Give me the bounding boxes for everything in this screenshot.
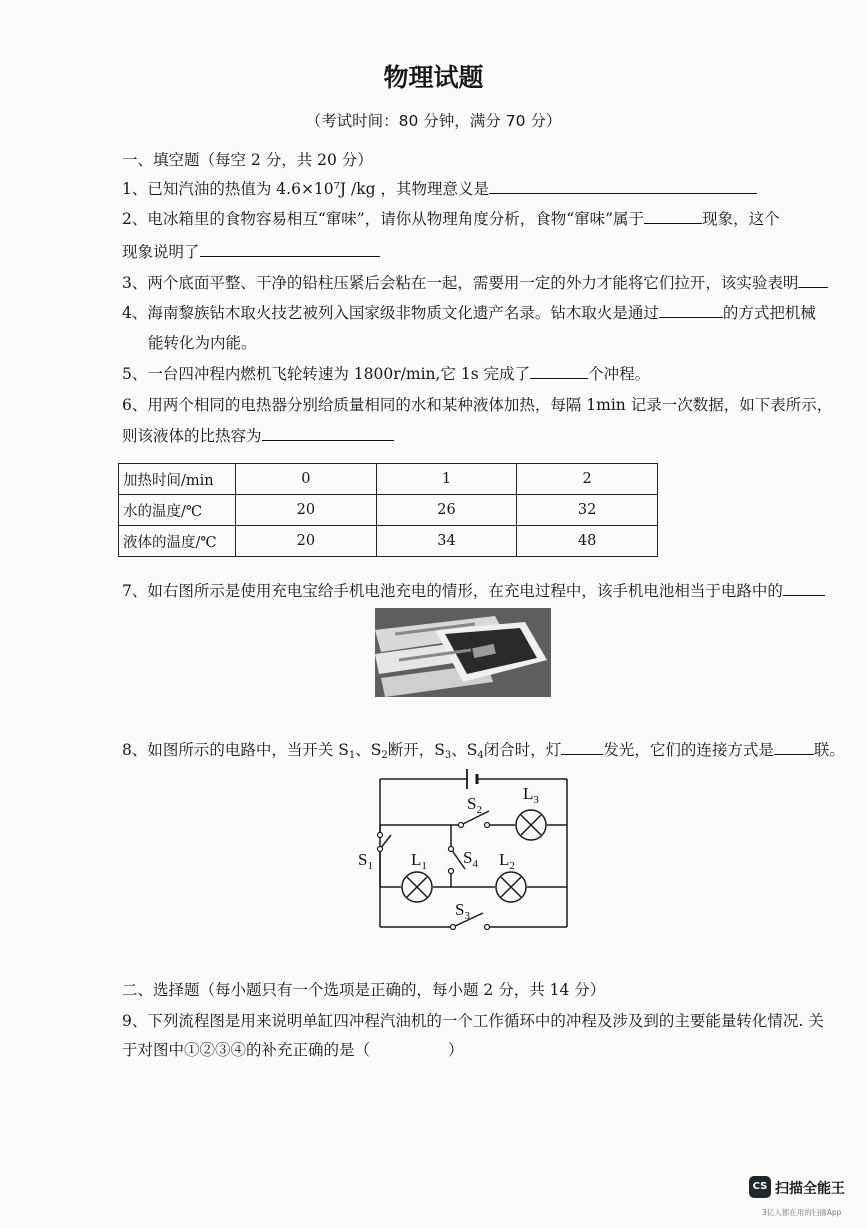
- switch-s3-label: S: [455, 900, 465, 919]
- question-4-text-end: 的方式把机械: [722, 304, 816, 322]
- table-cell: 水的温度/℃: [119, 495, 236, 526]
- question-8-text: 、S: [355, 741, 382, 759]
- table-cell: 0: [236, 464, 377, 495]
- section-2-heading: 二、选择题（每小题只有一个选项是正确的，每小题 2 分，共 14 分）: [122, 981, 606, 999]
- question-5: [122, 362, 650, 384]
- switch-s2-label: S: [467, 794, 477, 813]
- answer-blank: [200, 255, 380, 257]
- answer-blank: [783, 594, 825, 596]
- switch-s2-subscript: 2: [476, 804, 482, 816]
- svg-text:S4: [463, 848, 478, 870]
- question-9-line-2: [122, 1038, 464, 1060]
- phone-charging-photo: [375, 608, 551, 697]
- svg-text:S3: [455, 900, 470, 922]
- section-1-heading: 一、填空题（每空 2 分，共 20 分）: [122, 151, 373, 169]
- question-1-text: 1、已知汽油的热值为 4.6×10⁷J /kg ，其物理意义是: [122, 180, 489, 198]
- scanner-logo-icon: CS: [749, 1176, 771, 1198]
- question-3-text: 3、两个底面平整、干净的铅柱压紧后会粘在一起，需要用一定的外力才能将它们拉开，该实验表明: [122, 274, 799, 292]
- data-table: [118, 463, 658, 557]
- lamp-l3-label: L: [523, 784, 534, 803]
- subscript: 4: [477, 750, 484, 761]
- question-4-line-2: 能转化为内能。: [148, 334, 257, 352]
- question-8-text: 断开，S: [387, 741, 445, 759]
- switch-s4-label: S: [463, 848, 473, 867]
- table-row: [119, 526, 658, 557]
- question-9-text-end: ）: [448, 1041, 464, 1059]
- circuit-diagram: [355, 763, 585, 943]
- subscript: 3: [444, 750, 452, 761]
- question-2: [122, 207, 780, 229]
- question-7-text: 7、如右图所示是使用充电宝给手机电池充电的情形，在充电过程中，该手机电池相当于电路中的: [122, 582, 783, 600]
- table-cell: 48: [517, 526, 658, 557]
- question-8-text: 发光，它们的连接方式是: [603, 741, 774, 759]
- question-6-line-2: [122, 424, 394, 446]
- question-8-text: 联。: [813, 741, 845, 759]
- question-5-text: 5、一台四冲程内燃机飞轮转速为 1800r/min,它 1s 完成了: [122, 365, 531, 383]
- svg-text:L2: [499, 850, 515, 872]
- answer-blank: [262, 439, 394, 441]
- answer-blank: [530, 377, 588, 379]
- question-8-text: 、S: [451, 741, 478, 759]
- table-cell: 20: [236, 526, 377, 557]
- question-9-text-2: 于对图中①②③④的补充正确的是（: [122, 1041, 371, 1059]
- table-cell: 2: [517, 464, 658, 495]
- lamp-l2-label: L: [499, 850, 510, 869]
- question-7: [122, 579, 825, 601]
- switch-s4-subscript: 4: [472, 858, 478, 870]
- question-1: [122, 177, 757, 199]
- question-6: 6、用两个相同的电热器分别给质量相同的水和某种液体加热，每隔 1min 记录一次数据，如下表所示，: [122, 396, 833, 414]
- lamp-l1-subscript: 1: [421, 860, 427, 872]
- table-cell: 1: [376, 464, 517, 495]
- answer-blank: [798, 286, 828, 288]
- question-4: [122, 301, 816, 323]
- table-cell: 20: [236, 495, 377, 526]
- question-2-text-2: 现象说明了: [122, 243, 200, 261]
- question-4-text: 4、海南黎族钻木取火技艺被列入国家级非物质文化遗产名录。钻木取火是通过: [122, 304, 659, 322]
- scanner-tagline: 3亿人都在用的扫描App: [762, 1208, 842, 1217]
- answer-blank: [659, 316, 723, 318]
- scanner-brand: 扫描全能王: [775, 1181, 845, 1197]
- table-cell: 32: [517, 495, 658, 526]
- question-8-text: 闭合时，灯: [483, 741, 562, 759]
- question-5-text-end: 个冲程。: [588, 365, 651, 383]
- question-2-text: 2、电冰箱里的食物容易相互“窜味”，请你从物理角度分析，食物“窜味”属于: [122, 210, 645, 228]
- question-2-text-end: 现象，这个: [702, 210, 780, 228]
- svg-text:S2: [467, 794, 482, 816]
- table-cell: 34: [376, 526, 517, 557]
- table-cell: 26: [376, 495, 517, 526]
- question-2-line-2: [122, 240, 380, 262]
- svg-text:L1: [411, 850, 427, 872]
- question-6-text-2: 则该液体的比热容为: [122, 427, 262, 445]
- question-9: 9、下列流程图是用来说明单缸四冲程汽油机的一个工作循环中的冲程及涉及到的主要能量转化情况. 关: [122, 1012, 824, 1030]
- switch-s1-subscript: 1: [367, 860, 373, 872]
- answer-blank: [489, 192, 757, 194]
- svg-text:L3: [523, 784, 539, 806]
- table-cell: 加热时间/min: [119, 464, 236, 495]
- switch-s3-subscript: 3: [464, 910, 470, 922]
- question-3: [122, 271, 828, 293]
- answer-blank: [561, 753, 603, 755]
- question-8: [122, 738, 845, 761]
- answer-blank: [774, 753, 814, 755]
- subscript: 2: [381, 750, 388, 761]
- switch-s1-label: S: [358, 850, 368, 869]
- table-cell: 液体的温度/℃: [119, 526, 236, 557]
- page-title: 物理试题: [383, 63, 484, 92]
- subscript: 1: [348, 750, 356, 761]
- table-row: [119, 495, 658, 526]
- lamp-l3-subscript: 3: [533, 794, 539, 806]
- lamp-l1-label: L: [411, 850, 422, 869]
- answer-blank: [644, 222, 702, 224]
- exam-info: （考试时间：80 分钟，满分 70 分）: [305, 112, 562, 130]
- question-8-text: 8、如图所示的电路中，当开关 S: [122, 741, 349, 759]
- lamp-l2-subscript: 2: [509, 860, 515, 872]
- table-row: [119, 464, 658, 495]
- svg-text:S1: [358, 850, 373, 872]
